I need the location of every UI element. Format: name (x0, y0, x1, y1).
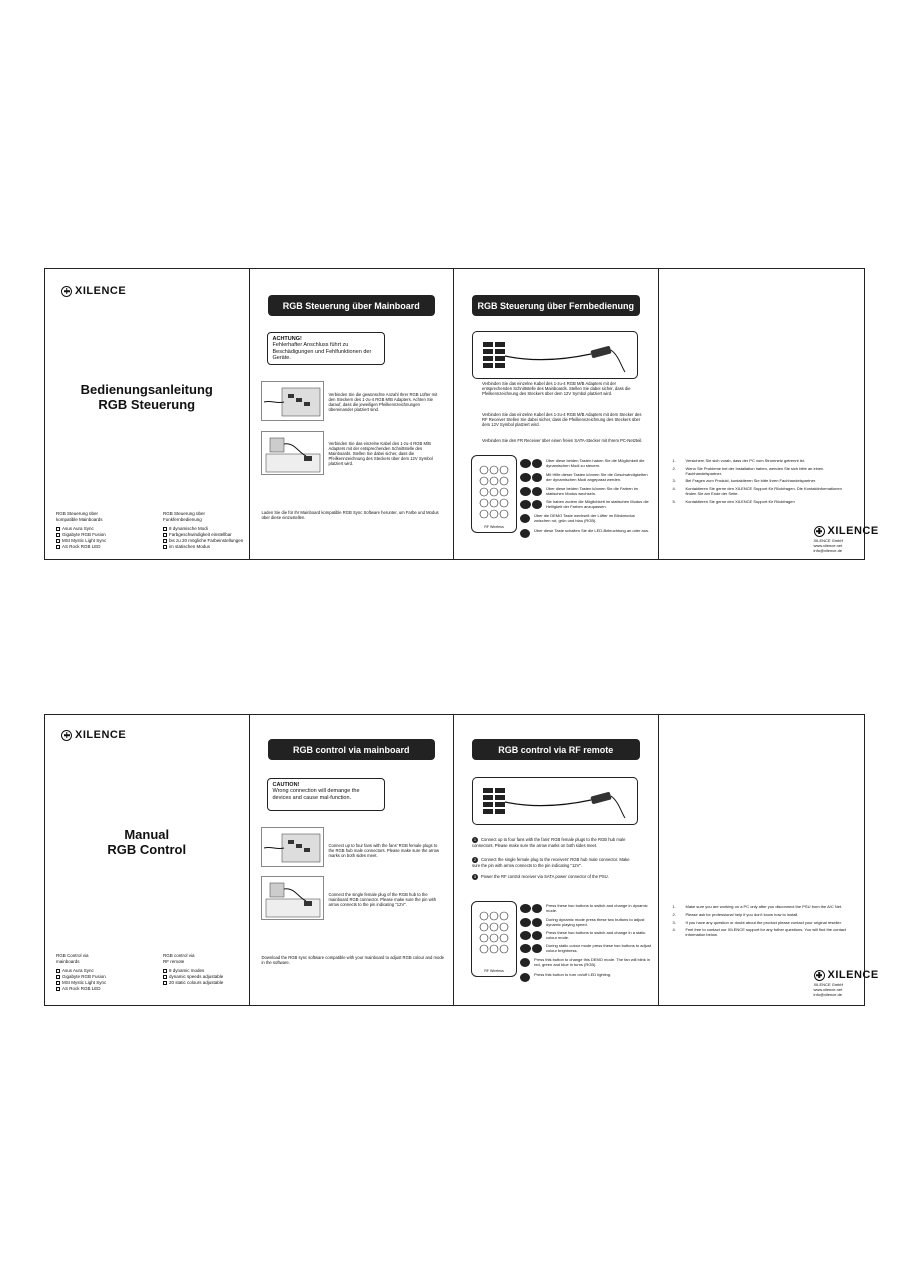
list-item: 3. Bei Fragen zum Produkt, kontaktieren Sie bitte Ihren Fachhandelspartner. (672, 478, 817, 484)
mainboard-step-1: Verbinden Sie die gewünschte Anzahl Ihrer RGB Lüfter mit den Steckern des 1-zu-4 RGB M/B Adapters. Achten Sie darauf, dass die jeweiligen Pfeilkennzeichnungen übereinander platziert sind. (328, 392, 438, 412)
info-text: Versichern Sie sich vorab, dass der PC vom Stromnetz getrennt ist. (685, 458, 805, 463)
xilence-logo (61, 729, 126, 741)
rf-feature-list-title-2: Funkfernbedienung (163, 517, 202, 522)
list-item: 1. Versichern Sie sich vorab, dass der PC vom Stromnetz getrennt ist. (672, 458, 805, 463)
rf-step-1-text: Connect up to four fans with the fans' RGB female plugs to the RGB hub male connectors. Please make sure the arrow marks on both sides meet. (472, 837, 626, 848)
mainboard-diagram (261, 876, 324, 920)
mainboard-list-title-1: RGB Steuerung über (56, 511, 99, 516)
checkbox-icon (56, 987, 60, 991)
mainboard-step-2: Verbinden Sie das einzelne Kabel des 1-zu-4 RGB M/B Adapters mit der entsprechenden Schnittstelle des Mainboards. Stellen Sie dabei sicher, dass die Pfeilkennzeichnung des Steckers über dem 12V Symbol platziert wird. (328, 441, 433, 466)
remote-button-row (520, 931, 652, 941)
warning-body: Fehlerhafter Anschluss führt zu Beschädigungen und Fehlfunktionen der Geräte. (272, 342, 372, 361)
brand-name: XILENCE (75, 729, 127, 741)
list-item: 1. Make sure you are working on a PC only after you disconnect the PSU from the A/C Net. (672, 904, 843, 909)
info-list (673, 905, 853, 941)
company-website: www.xilence.net (813, 543, 843, 548)
info-text: Kontaktieren Sie gerne den XILENCE Support für Rückfragen (685, 498, 795, 504)
xilence-logo (61, 285, 126, 297)
remote-button-row (520, 904, 652, 914)
mainboard-list-title-2: kompatible Mainboards (56, 517, 103, 522)
list-item-label: Asus Aura Sync (62, 968, 94, 973)
xilence-logo (814, 525, 879, 537)
step-number-icon: 3 (473, 874, 477, 879)
list-item-label: AS Rock RGB LED (62, 544, 101, 549)
checkbox-icon (163, 527, 167, 531)
checkbox-icon (56, 533, 60, 537)
checkbox-icon (56, 981, 60, 985)
checkbox-icon (56, 545, 60, 549)
de-info-panel (659, 269, 879, 559)
cover-title-line2: RGB Steuerung (98, 397, 196, 412)
list-item (56, 544, 106, 550)
fan-hub-diagram (261, 381, 324, 421)
remote-button-row (520, 500, 652, 510)
remote-button-text: Press this button to change this DEMO mode. The fan will blink in red, green and blue in turns (RGB). (534, 957, 650, 967)
en-rf-panel (454, 715, 659, 1005)
rf-step-3: Verbinden Sie den FR Receiver über einen freien SATA-Stecker mit Ihrem PC-Netzteil. (482, 438, 643, 443)
mainboard-banner: RGB Steuerung über Mainboard (268, 295, 436, 316)
remote-button-row (520, 973, 652, 982)
german-sheet (44, 268, 879, 560)
list-item-label: 8 dynamic modes (169, 968, 205, 973)
checkbox-icon (163, 533, 167, 537)
remote-button-text: Press these two buttons to switch and change in a static colour mode. (546, 930, 646, 940)
en-cover-panel (45, 715, 250, 1005)
brand-name: XILENCE (827, 969, 879, 981)
rf-feature-list (163, 953, 223, 986)
rf-remote-illustration (471, 455, 517, 533)
remote-button-text: Über diese beiden Tasten haben Sie die Möglichkeit die dynamischen Modi zu steuern. (546, 458, 645, 468)
de-cover-panel (45, 269, 250, 559)
demo-button-icon (520, 958, 530, 967)
static-color-buttons-icon (520, 487, 542, 496)
checkbox-icon (163, 545, 167, 549)
rf-step-3 (472, 874, 637, 880)
rf-receiver-diagram (472, 331, 638, 379)
company-name: XILENCE GmbH (813, 982, 844, 987)
rf-banner: RGB control via RF remote (472, 739, 640, 760)
remote-button-row (520, 958, 652, 968)
remote-label: RF Wireless (484, 969, 504, 973)
power-button-icon (520, 529, 530, 538)
step-number-icon: 2 (473, 857, 477, 862)
mainboard-list (56, 953, 106, 992)
warning-title: CAUTION! (272, 782, 300, 788)
checkbox-icon (56, 969, 60, 973)
info-list (673, 459, 853, 508)
remote-button-text: During dynamic mode press these two buttons to adjust dynamic playing speed. (546, 917, 645, 927)
remote-button-text: Press these two buttons to switch and change in dynamic mode. (546, 903, 648, 913)
list-item-label: MSI Mystic Light Sync (62, 980, 107, 985)
mainboard-list-title (56, 511, 106, 523)
remote-button-text: During static colour mode press these two buttons to adjust colour brightness. (546, 943, 651, 953)
rf-feature-list-title-1: RGB Steuerung über (163, 511, 206, 516)
rf-feature-list-title-2: RF remote (163, 959, 185, 964)
step-number-icon: 1 (473, 837, 477, 842)
list-item-label: MSI Mystic Light Sync (62, 538, 107, 543)
company-email: info@xilence.de (813, 548, 843, 553)
rf-step-2 (472, 857, 637, 868)
list-item-label: Gigabyte RGB Fusion (62, 974, 106, 979)
demo-button-icon (520, 514, 530, 523)
list-item-label: dynamic speeds adjustable (169, 974, 224, 979)
company-address (814, 538, 844, 553)
remote-button-row (520, 529, 652, 538)
warning-body: Wrong connection will demange the devices and cause mal-function. (272, 788, 360, 801)
xilence-logo (814, 969, 879, 981)
speed-buttons-icon (520, 473, 542, 482)
remote-button-text: Press this button to turn on/off LED lighting. (534, 972, 612, 977)
warning-title: ACHTUNG! (272, 336, 302, 342)
rf-receiver-diagram (472, 777, 638, 825)
mainboard-step-1: Connect up to four fans with the fans' RGB female plugs to the RGB hub male connectors. Please make sure the arrow marks on both sides meet. (328, 843, 440, 858)
company-website: www.xilence.net (813, 987, 843, 992)
remote-button-row (520, 918, 652, 928)
rf-remote-illustration (471, 901, 517, 977)
list-item (163, 980, 223, 986)
rf-feature-list (163, 511, 243, 550)
cover-title-line1: Bedienungsanleitung (80, 382, 213, 397)
mainboard-list-title-1: RGB Control via (56, 953, 89, 958)
rf-step-2-text: Connect the single female plug to the receivers' RGB hub male connector. Make sure the pin with arrow connects to the pin indicating "12V". (472, 857, 630, 868)
rf-feature-list-title (163, 953, 223, 965)
cover-title (45, 827, 249, 857)
english-sheet (44, 714, 879, 1006)
list-item: 2. Wenn Sie Probleme bei der Installation haben, wenden Sie sich bitte an einen Fachhandelspartner. (673, 467, 853, 477)
mainboard-banner: RGB control via mainboard (268, 739, 436, 760)
rf-step-2: Verbinden Sie das einzelne Kabel des 1-zu-4 RGB M/B Adapters mit dem Stecker des RF Receiver Stellen Sie dabei sicher, dass die Pfeilkennzeichnung des Steckers über dem 12V Symbol platziert wird. (482, 412, 642, 427)
checkbox-icon (163, 981, 167, 985)
plus-circle-icon (814, 970, 825, 981)
list-item-label: 8 dynamische Modi (169, 526, 208, 531)
warning-box (267, 778, 385, 811)
info-text: Kontaktieren Sie gerne den XILENCE Support für Rückfragen. Die Kontaktinformationen finden Sie am Ende der Seite. (685, 486, 842, 496)
checkbox-icon (163, 975, 167, 979)
brightness-buttons-icon (520, 500, 542, 509)
list-item: 4. Feel free to contact our XILENCE support for any futher questions. You will find the contact information below. (673, 928, 853, 938)
brand-name: XILENCE (827, 525, 879, 537)
mainboard-list-title-2: mainboards (56, 959, 80, 964)
de-mainboard-panel (250, 269, 455, 559)
mainboard-software-note: Download the RGB sync software compatible with your mainboard to adjust RGB colour and mode in the software. (261, 955, 444, 966)
info-text: Wenn Sie Probleme bei der Installation haben, wenden Sie sich bitte an einen Fachhandelspartner. (685, 465, 824, 476)
remote-button-row (520, 459, 652, 469)
remote-button-text: Sie haben zudem die Möglichkeit im statischen Modus die Helligkeit der Farben anzupassen. (546, 499, 649, 509)
list-item: 4. Kontaktieren Sie gerne den XILENCE Support für Rückfragen. Die Kontaktinformationen finden Sie am Ende der Seite. (673, 487, 853, 497)
rf-step-1 (472, 837, 637, 848)
list-item-label: Farbgeschwindigkeit einstellbar (169, 532, 232, 537)
fan-hub-diagram (261, 827, 324, 867)
list-item (56, 986, 106, 992)
power-button-icon (520, 973, 530, 982)
rf-feature-list-title-1: RGB control via (163, 953, 195, 958)
info-text: Please ask for professional help if you don't know how to install. (685, 911, 799, 917)
remote-button-text: Über die DEMO Taste wechselt der Lüfter im Blinkmodus zwischen rot, grün und blau (RGB). (534, 513, 635, 523)
dynamic-mode-buttons-icon (520, 904, 542, 913)
remote-button-row (520, 487, 652, 497)
brightness-buttons-icon (520, 944, 542, 953)
info-text: If you have any question or doubt about the product please contact your original reseller. (685, 919, 842, 925)
mainboard-list-title (56, 953, 106, 965)
company-email: info@xilence.de (813, 992, 843, 997)
mainboard-step-2: Connect the single female plug of the RGB hub to the mainboard RGB connector. Please make sure the pin with arrow connects to the pin indicating "12V". (328, 892, 437, 907)
static-color-buttons-icon (520, 931, 542, 940)
rf-step-1: Verbinden Sie das einzelne Kabel des 1-zu-4 RGB M/B Adapters mit der entsprechenden Schnittstelle des Mainboards. Stellen Sie dabei sicher, dass die Pfeilkennzeichnung des Steckers über dem 12V Symbol platziert wird. (482, 381, 631, 396)
checkbox-icon (56, 975, 60, 979)
checkbox-icon (56, 527, 60, 531)
mainboard-list (56, 511, 106, 550)
plus-circle-icon (61, 730, 72, 741)
info-text: Make sure you are working on a PC only after you disconnect the PSU from the A/C Net. (685, 904, 843, 909)
speed-buttons-icon (520, 918, 542, 927)
rf-feature-list-title (163, 511, 243, 523)
list-item-label: bis zu 20 mögliche Farbeinstellungen (169, 538, 244, 543)
rf-step-3-text: Power the RF control receiver via SATA power connector of the PSU. (481, 874, 609, 879)
remote-button-text: Mit Hilfe dieser Tasten können Sie die Geschwindigkeiten der dynamischen Modi angepasst werden. (546, 472, 648, 482)
remote-button-row (520, 473, 652, 483)
de-rf-panel (454, 269, 659, 559)
cover-title (45, 382, 249, 412)
brand-name: XILENCE (75, 285, 127, 297)
info-text: Feel free to contact our XILENCE support for any futher questions. You will find the contact information below. (685, 927, 847, 938)
mainboard-software-note: Laden Sie die für Ihr Mainboard kompatible RGB Sync Software herunter, um Farbe und Modus über diese einzustellen. (261, 510, 439, 521)
list-item: 3. If you have any question or doubt about the product please contact your original reseller. (672, 919, 842, 925)
checkbox-icon (56, 539, 60, 543)
list-item-label: Gigabyte RGB Fusion (62, 532, 106, 537)
warning-box (267, 332, 385, 365)
dynamic-mode-buttons-icon (520, 459, 542, 468)
list-item (163, 544, 243, 550)
list-item-label: Asus Aura Sync (62, 526, 94, 531)
list-item-label: 20 static colours adjustable (169, 980, 224, 985)
remote-button-text: Über diese beiden Tasten können Sie die Farben im statischen Modus wechseln. (546, 486, 638, 496)
remote-label: RF Wireless (484, 525, 504, 529)
remote-button-row (520, 944, 652, 954)
list-item-label: im statischen Modus (169, 544, 211, 549)
checkbox-icon (163, 539, 167, 543)
rf-banner: RGB Steuerung über Fernbedienung (472, 295, 640, 316)
remote-button-text: Über diese Taste schalten Sie die LED-Beleuchtung an oder aus. (534, 528, 650, 533)
list-item-label: AS Rock RGB LED (62, 986, 101, 991)
info-text: Bei Fragen zum Produkt, kontaktieren Sie bitte Ihren Fachhandelspartner. (685, 478, 817, 484)
en-mainboard-panel (250, 715, 455, 1005)
plus-circle-icon (814, 526, 825, 537)
en-info-panel (659, 715, 879, 1005)
list-item: 2. Please ask for professional help if you don't know how to install. (672, 911, 799, 917)
cover-title-line2: RGB Control (107, 842, 187, 857)
mainboard-diagram (261, 431, 324, 475)
company-name: XILENCE GmbH (813, 538, 844, 543)
checkbox-icon (163, 969, 167, 973)
cover-title-line1: Manual (124, 827, 170, 842)
remote-button-row (520, 514, 652, 524)
plus-circle-icon (61, 286, 72, 297)
list-item: 5. Kontaktieren Sie gerne den XILENCE Support für Rückfragen (672, 498, 795, 504)
company-address (814, 982, 844, 997)
